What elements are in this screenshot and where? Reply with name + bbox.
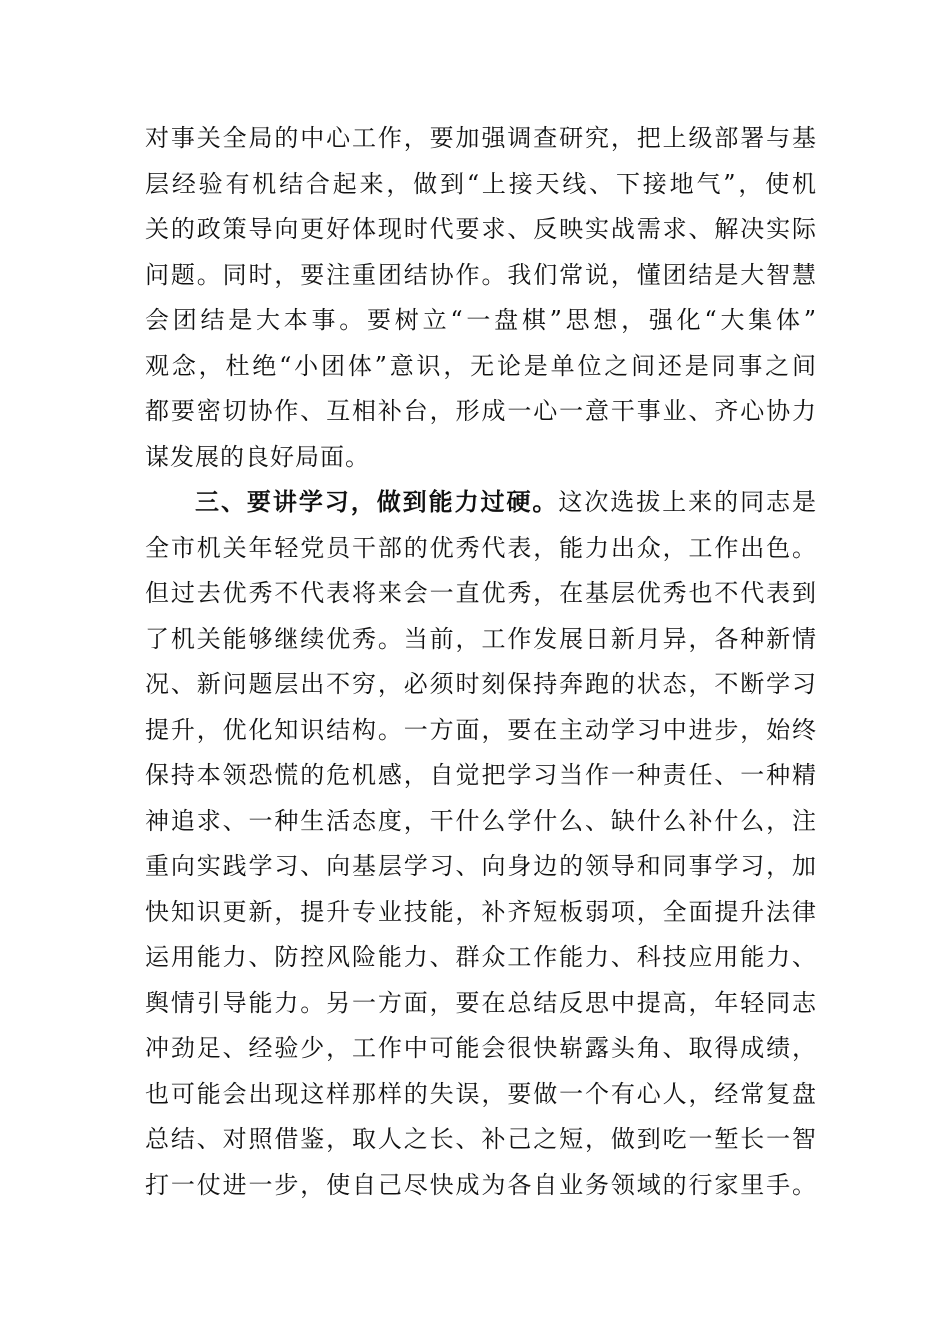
text-line: 舆情引导能力。另一方面，要在总结反思中提高，年轻同志 bbox=[145, 988, 817, 1017]
paragraph-learning bbox=[145, 480, 817, 1208]
text-line: 也可能会出现这样那样的失误，要做一个有心人，经常复盘 bbox=[145, 1079, 817, 1108]
text-line: 了机关能够继续优秀。当前，工作发展日新月异，各种新情 bbox=[145, 624, 817, 653]
text-line: 问题。同时，要注重团结协作。我们常说，懂团结是大智慧 bbox=[145, 260, 817, 289]
text-line: 关的政策导向更好体现时代要求、反映实战需求、解决实际 bbox=[145, 215, 817, 243]
text-line: 运用能力、防控风险能力、群众工作能力、科技应用能力、 bbox=[145, 943, 817, 971]
section-first-line bbox=[145, 480, 817, 526]
text-line: 冲劲足、经验少，工作中可能会很快崭露头角、取得成绩， bbox=[145, 1034, 817, 1062]
text-line: 全市机关年轻党员干部的优秀代表，能力出众，工作出色。 bbox=[145, 533, 817, 562]
text-line: 提升，优化知识结构。一方面，要在主动学习中进步，始终 bbox=[145, 715, 817, 744]
paragraph-unity bbox=[145, 116, 817, 480]
text-line: 会团结是大本事。要树立“一盘棋”思想，强化“大集体” bbox=[145, 306, 817, 334]
text-line: 层经验有机结合起来，做到“上接天线、下接地气”，使机 bbox=[145, 169, 817, 198]
text-line: 对事关全局的中心工作，要加强调查研究，把上级部署与基 bbox=[145, 124, 817, 152]
text-line: 但过去优秀不代表将来会一直优秀，在基层优秀也不代表到 bbox=[145, 579, 817, 607]
document-body bbox=[145, 116, 817, 1208]
text-fragment: 这次选拔上来的同志是 bbox=[558, 488, 817, 516]
text-line: 重向实践学习、向基层学习、向身边的领导和同事学习，加 bbox=[145, 852, 817, 880]
text-line: 保持本领恐慌的危机感，自觉把学习当作一种责任、一种精 bbox=[145, 761, 817, 789]
text-line: 都要密切协作、互相补台，形成一心一意干事业、齐心协力 bbox=[145, 397, 817, 425]
text-line: 快知识更新，提升专业技能，补齐短板弱项，全面提升法律 bbox=[145, 897, 817, 926]
text-line: 神追求、一种生活态度，干什么学什么、缺什么补什么，注 bbox=[145, 806, 817, 835]
section-heading: 三、要讲学习，做到能力过硬。 bbox=[195, 488, 559, 516]
text-line: 总结、对照借鉴，取人之长、补己之短，做到吃一堑长一智 bbox=[145, 1125, 817, 1153]
text-line: 况、新问题层出不穷，必须时刻保持奔跑的状态，不断学习 bbox=[145, 670, 817, 698]
text-line: 观念，杜绝“小团体”意识，无论是单位之间还是同事之间 bbox=[145, 351, 817, 380]
text-line: 打一仗进一步，使自己尽快成为各自业务领域的行家里手。 bbox=[145, 1170, 817, 1199]
text-line: 谋发展的良好局面。 bbox=[145, 442, 370, 471]
